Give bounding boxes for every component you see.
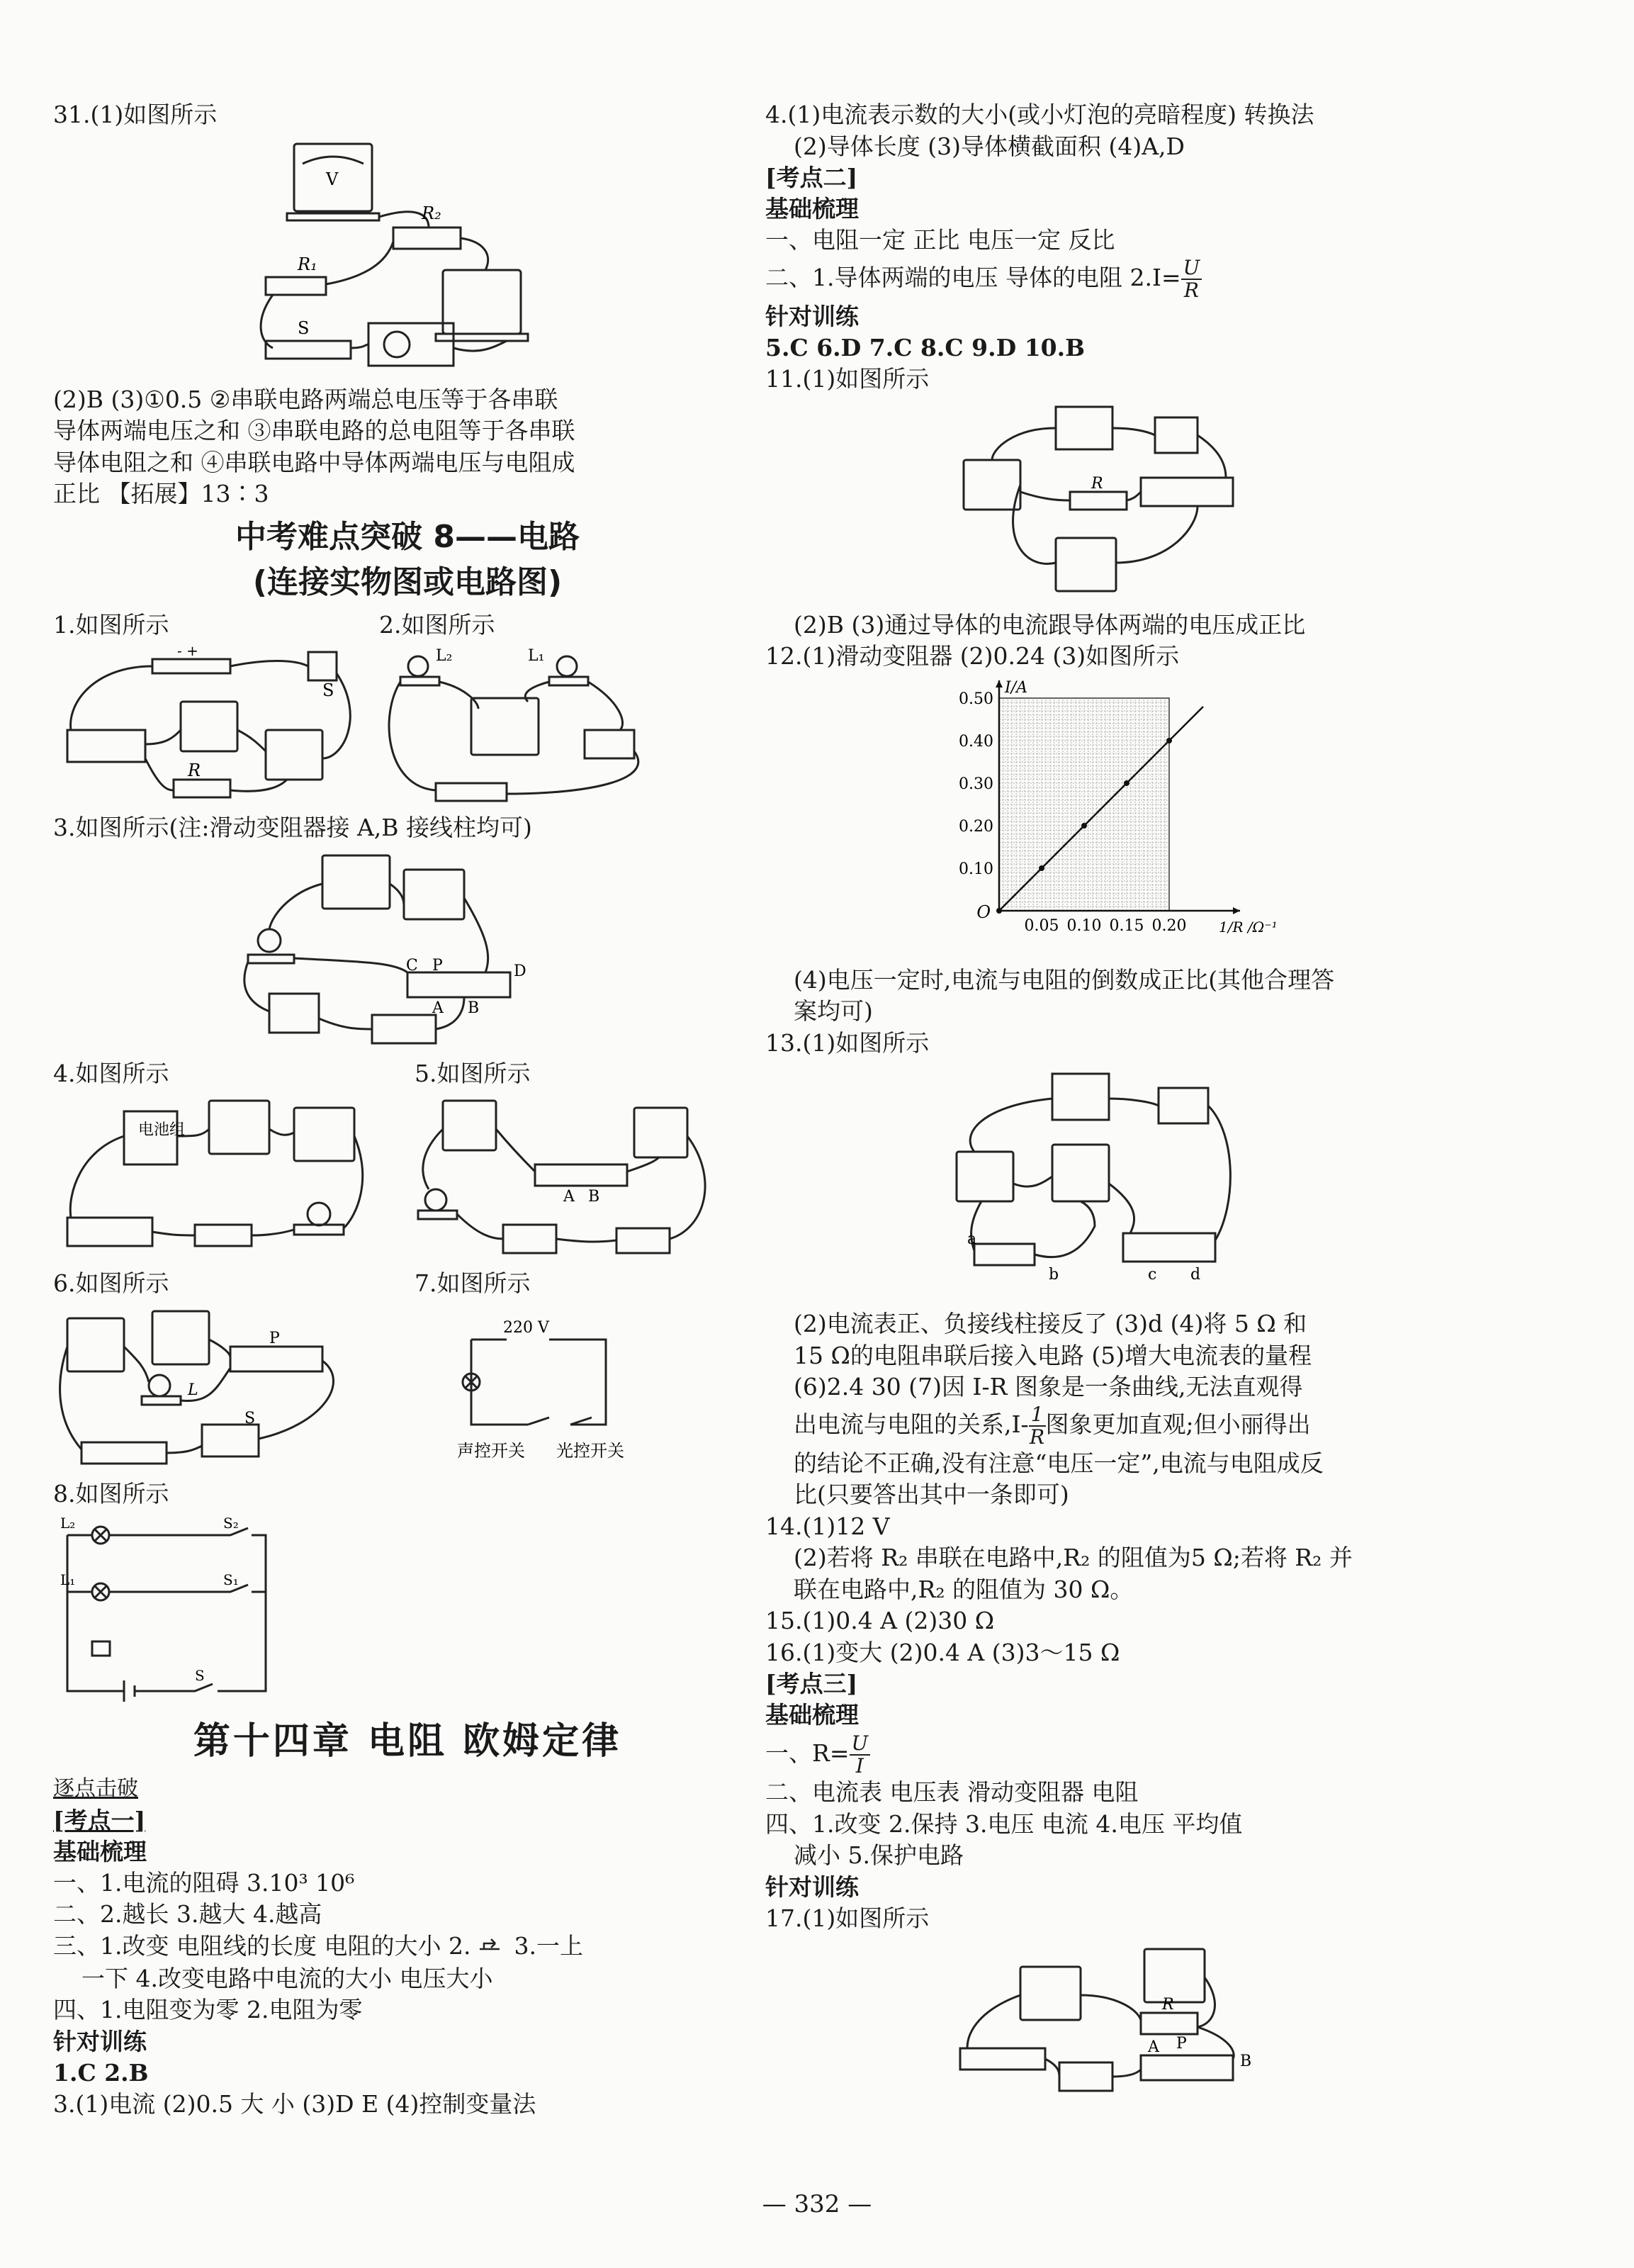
q1-circuit-svg: [53, 645, 365, 808]
q5-label: 5.如图所示: [415, 1059, 531, 1087]
q5-figure: [415, 1094, 740, 1264]
q3-c-label: C: [406, 956, 418, 975]
q13-rest-6: 比(只要答出其中一条即可): [794, 1481, 1069, 1508]
frac-r: R: [1183, 278, 1199, 302]
x-tick-label: 0.05: [1024, 916, 1059, 935]
q13-label: 13.(1)如图所示: [765, 1028, 930, 1057]
q6-s-label: S: [244, 1409, 256, 1427]
q13-rest-4a: 出电流与电阻的关系,I-: [794, 1410, 1029, 1438]
basic3-line-1: [765, 1731, 1587, 1777]
frac-u2: U: [850, 1733, 871, 1756]
q13-d-label: d: [1190, 1266, 1201, 1284]
basic2-line-1: 一、电阻一定 正比 电压一定 反比: [765, 226, 1115, 254]
basic1-line-3: [53, 1931, 762, 1963]
reciprocal-r-fraction: [1029, 1404, 1046, 1448]
q12-chart: [950, 677, 1587, 960]
q5-block: [415, 1058, 740, 1269]
chapter-title: 第十四章 电阻 欧姆定律: [193, 1719, 622, 1763]
q13-b-label: b: [1049, 1266, 1059, 1284]
q17-label: 17.(1)如图所示: [765, 1904, 930, 1932]
basic1-line-3-tail: 3.一上: [514, 1931, 583, 1960]
q7-figure: [415, 1304, 740, 1474]
x-tick-label: 0.10: [1066, 916, 1102, 935]
q7-switch2-label: 光控开关: [556, 1440, 624, 1461]
y-tick-label: 0.50: [959, 690, 993, 708]
x-axis-label: 1/R /Ω⁻¹: [1219, 918, 1275, 936]
q31-circuit-svg: [259, 135, 542, 376]
q14-line-3: 联在电路中,R₂ 的阻值为 30 Ω。: [794, 1575, 1134, 1603]
q8-s2-label: S₂: [223, 1515, 239, 1532]
q2-figure: [379, 645, 705, 808]
q31-circuit-figure: [259, 135, 762, 380]
i-vs-reciprocal-r-chart: [950, 677, 1275, 960]
q13-circuit-svg: [953, 1063, 1251, 1304]
q17-figure: [953, 1938, 1587, 2109]
q12-rest-2: 案均可): [794, 997, 873, 1025]
q1-figure: [53, 645, 379, 808]
basic2-line-2-text: 二、1.导体两端的电压 导体的电阻 2.I=: [765, 263, 1181, 291]
q6-p-label: P: [269, 1329, 280, 1347]
training-2: 针对训练: [765, 302, 859, 330]
basic1-line-5: 四、1.电阻变为零 2.电阻为零: [53, 1996, 363, 2024]
x-axis-arrow: [1233, 907, 1240, 914]
q31-label: 31.(1)如图所示: [53, 101, 218, 128]
data-point: [1039, 865, 1044, 871]
q6-label: 6.如图所示: [53, 1269, 169, 1297]
q8-s1-label: S₁: [223, 1571, 239, 1588]
q11-label: 11.(1)如图所示: [765, 365, 930, 393]
q4-battery-label: 电池组: [138, 1121, 186, 1139]
q1-block: [53, 610, 379, 813]
q5-circuit-svg: [415, 1094, 726, 1264]
q14-line-1: 14.(1)12 V: [765, 1512, 890, 1540]
q2-block: [379, 610, 705, 813]
q2-circuit-svg: [379, 645, 691, 808]
q13-rest-5: 的结论不正确,没有注意“电压一定”,电流与电阻成反: [794, 1449, 1324, 1477]
q3-b-label: B: [468, 999, 480, 1017]
q3-a-label: A: [432, 999, 444, 1017]
q2-l2-label: L₂: [436, 647, 453, 665]
training-1: 针对训练: [53, 2027, 147, 2055]
q8-label: 8.如图所示: [53, 1479, 169, 1508]
q8-l1-label: L₁: [60, 1571, 76, 1588]
q17-p-label: P: [1176, 2035, 1187, 2053]
q13-rest-3: (6)2.4 30 (7)因 I-R 图象是一条曲线,无法直观得: [794, 1373, 1303, 1400]
q12-label: 12.(1)滑动变阻器 (2)0.24 (3)如图所示: [765, 642, 1180, 670]
q2-l1-label: L₁: [528, 647, 545, 665]
q31-line-2: 导体两端电压之和 ③串联电路的总电阻等于各串联: [53, 417, 575, 444]
q5-a-label: A: [563, 1188, 575, 1206]
resistance-fraction: [850, 1733, 871, 1777]
q7-block: [415, 1268, 740, 1478]
q11-figure: [957, 400, 1587, 605]
train1-line-1: 1.C 2.B: [53, 2058, 149, 2087]
kaodian-2: [考点二]: [765, 164, 858, 191]
y-axis-arrow: [996, 680, 1003, 687]
q4-block: [53, 1058, 379, 1269]
q31-line-3: 导体电阻之和 ④串联电路中导体两端电压与电阻成: [53, 448, 575, 476]
q11-circuit-svg: [957, 400, 1254, 605]
frac-one: 1: [1029, 1404, 1046, 1427]
q13-rest-4: [765, 1403, 1587, 1448]
q4-figure: [53, 1094, 379, 1264]
data-point: [1124, 780, 1129, 786]
basic1-line-3-text: 三、1.改变 电阻线的长度 电阻的大小 2.: [53, 1931, 471, 1960]
r-top-2: (2)导体长度 (3)导体横截面积 (4)A,D: [794, 132, 1185, 160]
frac-r2: R: [1030, 1425, 1045, 1449]
q17-r-label: R: [1162, 1996, 1174, 2014]
breakthrough-title-2: (连接实物图或电路图): [252, 563, 563, 600]
data-point: [1081, 823, 1087, 829]
q3-p-label: P: [432, 956, 443, 975]
q17-circuit-svg: [953, 1938, 1265, 2109]
q8-circuit-svg: [53, 1514, 365, 1705]
q12-rest-1: (4)电压一定时,电流与电阻的倒数成正比(其他合理答: [794, 965, 1335, 994]
q13-rest-1: (2)电流表正、负接线柱接反了 (3)d (4)将 5 Ω 和: [794, 1310, 1307, 1337]
q6-q7-row: [53, 1268, 762, 1478]
left-column: [53, 99, 762, 2121]
q3-label: 3.如图所示(注:滑动变阻器接 A,B 接线柱均可): [53, 814, 532, 841]
q6-circuit-svg: [53, 1304, 379, 1474]
basic3-line-1-text: 一、R=: [765, 1739, 850, 1767]
origin-label: O: [976, 902, 991, 922]
answers-5-10: 5.C 6.D 7.C 8.C 9.D 10.B: [765, 333, 1086, 361]
q1-label: 1.如图所示: [53, 610, 169, 639]
q4-circuit-svg: [53, 1094, 379, 1264]
rheostat-symbol-icon: [478, 1931, 507, 1963]
q14-line-2: (2)若将 R₂ 串联在电路中,R₂ 的阻值为5 Ω;若将 R₂ 并: [794, 1544, 1353, 1571]
frac-i: I: [855, 1754, 864, 1778]
basic3-line-3: 四、1.改变 2.保持 3.电压 电流 4.电压 平均值: [765, 1809, 1243, 1838]
q31-line-4: 正比 【拓展】13∶3: [53, 480, 269, 507]
q13-rest-2: 15 Ω的电阻串联后接入电路 (5)增大电流表的量程: [794, 1341, 1312, 1369]
basic-review-3: 基础梳理: [765, 1701, 859, 1729]
basic1-line-2: 二、2.越长 3.越大 4.越高: [53, 1900, 322, 1928]
q7-voltage-label: 220 V: [503, 1318, 549, 1337]
basic1-line-4: 一下 4.改变电路中电流的大小 电压大小: [81, 1964, 493, 1992]
q4-label: 4.如图所示: [53, 1059, 169, 1087]
q8-s-label: S: [195, 1667, 205, 1684]
q31-r1-label: R₁: [298, 254, 317, 274]
q6-block: [53, 1268, 379, 1478]
y-tick-label: 0.30: [959, 775, 993, 793]
q15: 15.(1)0.4 A (2)30 Ω: [765, 1607, 995, 1634]
q11-rest: (2)B (3)通过导体的电流跟导体两端的电压成正比: [794, 610, 1306, 639]
page-number: — 332 —: [762, 2190, 872, 2218]
basic1-line-1: 一、1.电流的阻碍 3.10³ 10⁶: [53, 1868, 355, 1897]
q13-a-label: a: [967, 1230, 977, 1248]
svg-text:- +: - +: [177, 645, 198, 659]
kaodian-1: [考点一]: [53, 1806, 146, 1834]
q16: 16.(1)变大 (2)0.4 A (3)3～15 Ω: [765, 1638, 1120, 1666]
q6-figure: [53, 1304, 379, 1474]
q7-switch1-label: 声控开关: [457, 1440, 525, 1461]
q8-l2-label: L₂: [60, 1515, 76, 1532]
right-column: [765, 99, 1587, 2113]
basic3-line-4: 减小 5.保护电路: [794, 1841, 964, 1869]
q3-figure: [230, 848, 762, 1054]
q31-s-label: S: [298, 318, 310, 338]
frac-u: U: [1181, 257, 1202, 280]
y-tick-label: 0.40: [959, 732, 993, 751]
q3-circuit-svg: [230, 848, 585, 1054]
y-tick-label: 0.10: [959, 860, 993, 878]
x-tick-label: 0.15: [1109, 916, 1144, 935]
q2-label: 2.如图所示: [379, 610, 495, 639]
q6-l-label: L: [188, 1381, 198, 1399]
basic-review-2: 基础梳理: [765, 195, 859, 223]
basic-review-1: 基础梳理: [53, 1837, 147, 1865]
q8-figure: [53, 1514, 762, 1705]
q1-s-label: S: [322, 680, 334, 700]
y-axis-label: I/A: [1005, 678, 1027, 697]
breakthrough-title-1: 中考难点突破 8——电路: [235, 518, 580, 555]
basic2-line-2: [765, 257, 1587, 301]
q3-d-label: D: [514, 962, 526, 980]
q13-rest-4b: 图象更加直观;但小丽得出: [1045, 1410, 1311, 1438]
train1-line-2: 3.(1)电流 (2)0.5 大 小 (3)D E (4)控制变量法: [53, 2090, 536, 2118]
ohm-fraction: [1181, 257, 1202, 301]
q17-a-label: A: [1148, 2038, 1159, 2056]
y-tick-label: 0.20: [959, 817, 993, 836]
data-point: [996, 908, 1002, 914]
q17-b-label: B: [1240, 2053, 1252, 2070]
basic3-line-2: 二、电流表 电压表 滑动变阻器 电阻: [765, 1778, 1139, 1806]
q31-r2-label: R₂: [422, 203, 441, 223]
q11-r-label: R: [1091, 474, 1103, 493]
q4-q5-row: [53, 1058, 762, 1269]
section-heading: 逐点击破: [53, 1776, 138, 1801]
q7-circuit-svg: [415, 1304, 726, 1474]
training-3: 针对训练: [765, 1873, 859, 1901]
data-point: [1166, 738, 1172, 743]
q5-b-label: B: [588, 1188, 600, 1206]
q13-c-label: c: [1148, 1266, 1157, 1284]
q13-figure: [953, 1063, 1587, 1304]
r-top-1: 4.(1)电流表示数的大小(或小灯泡的亮暗程度) 转换法: [765, 101, 1314, 128]
q1-r-label: R: [188, 760, 201, 780]
q1-q2-row: [53, 610, 762, 813]
q31-line-1: (2)B (3)①0.5 ②串联电路两端总电压等于各串联: [53, 385, 558, 413]
kaodian-3: [考点三]: [765, 1670, 858, 1697]
q7-label: 7.如图所示: [415, 1269, 531, 1297]
q31-v-label: V: [326, 169, 339, 189]
x-tick-label: 0.20: [1151, 916, 1187, 935]
